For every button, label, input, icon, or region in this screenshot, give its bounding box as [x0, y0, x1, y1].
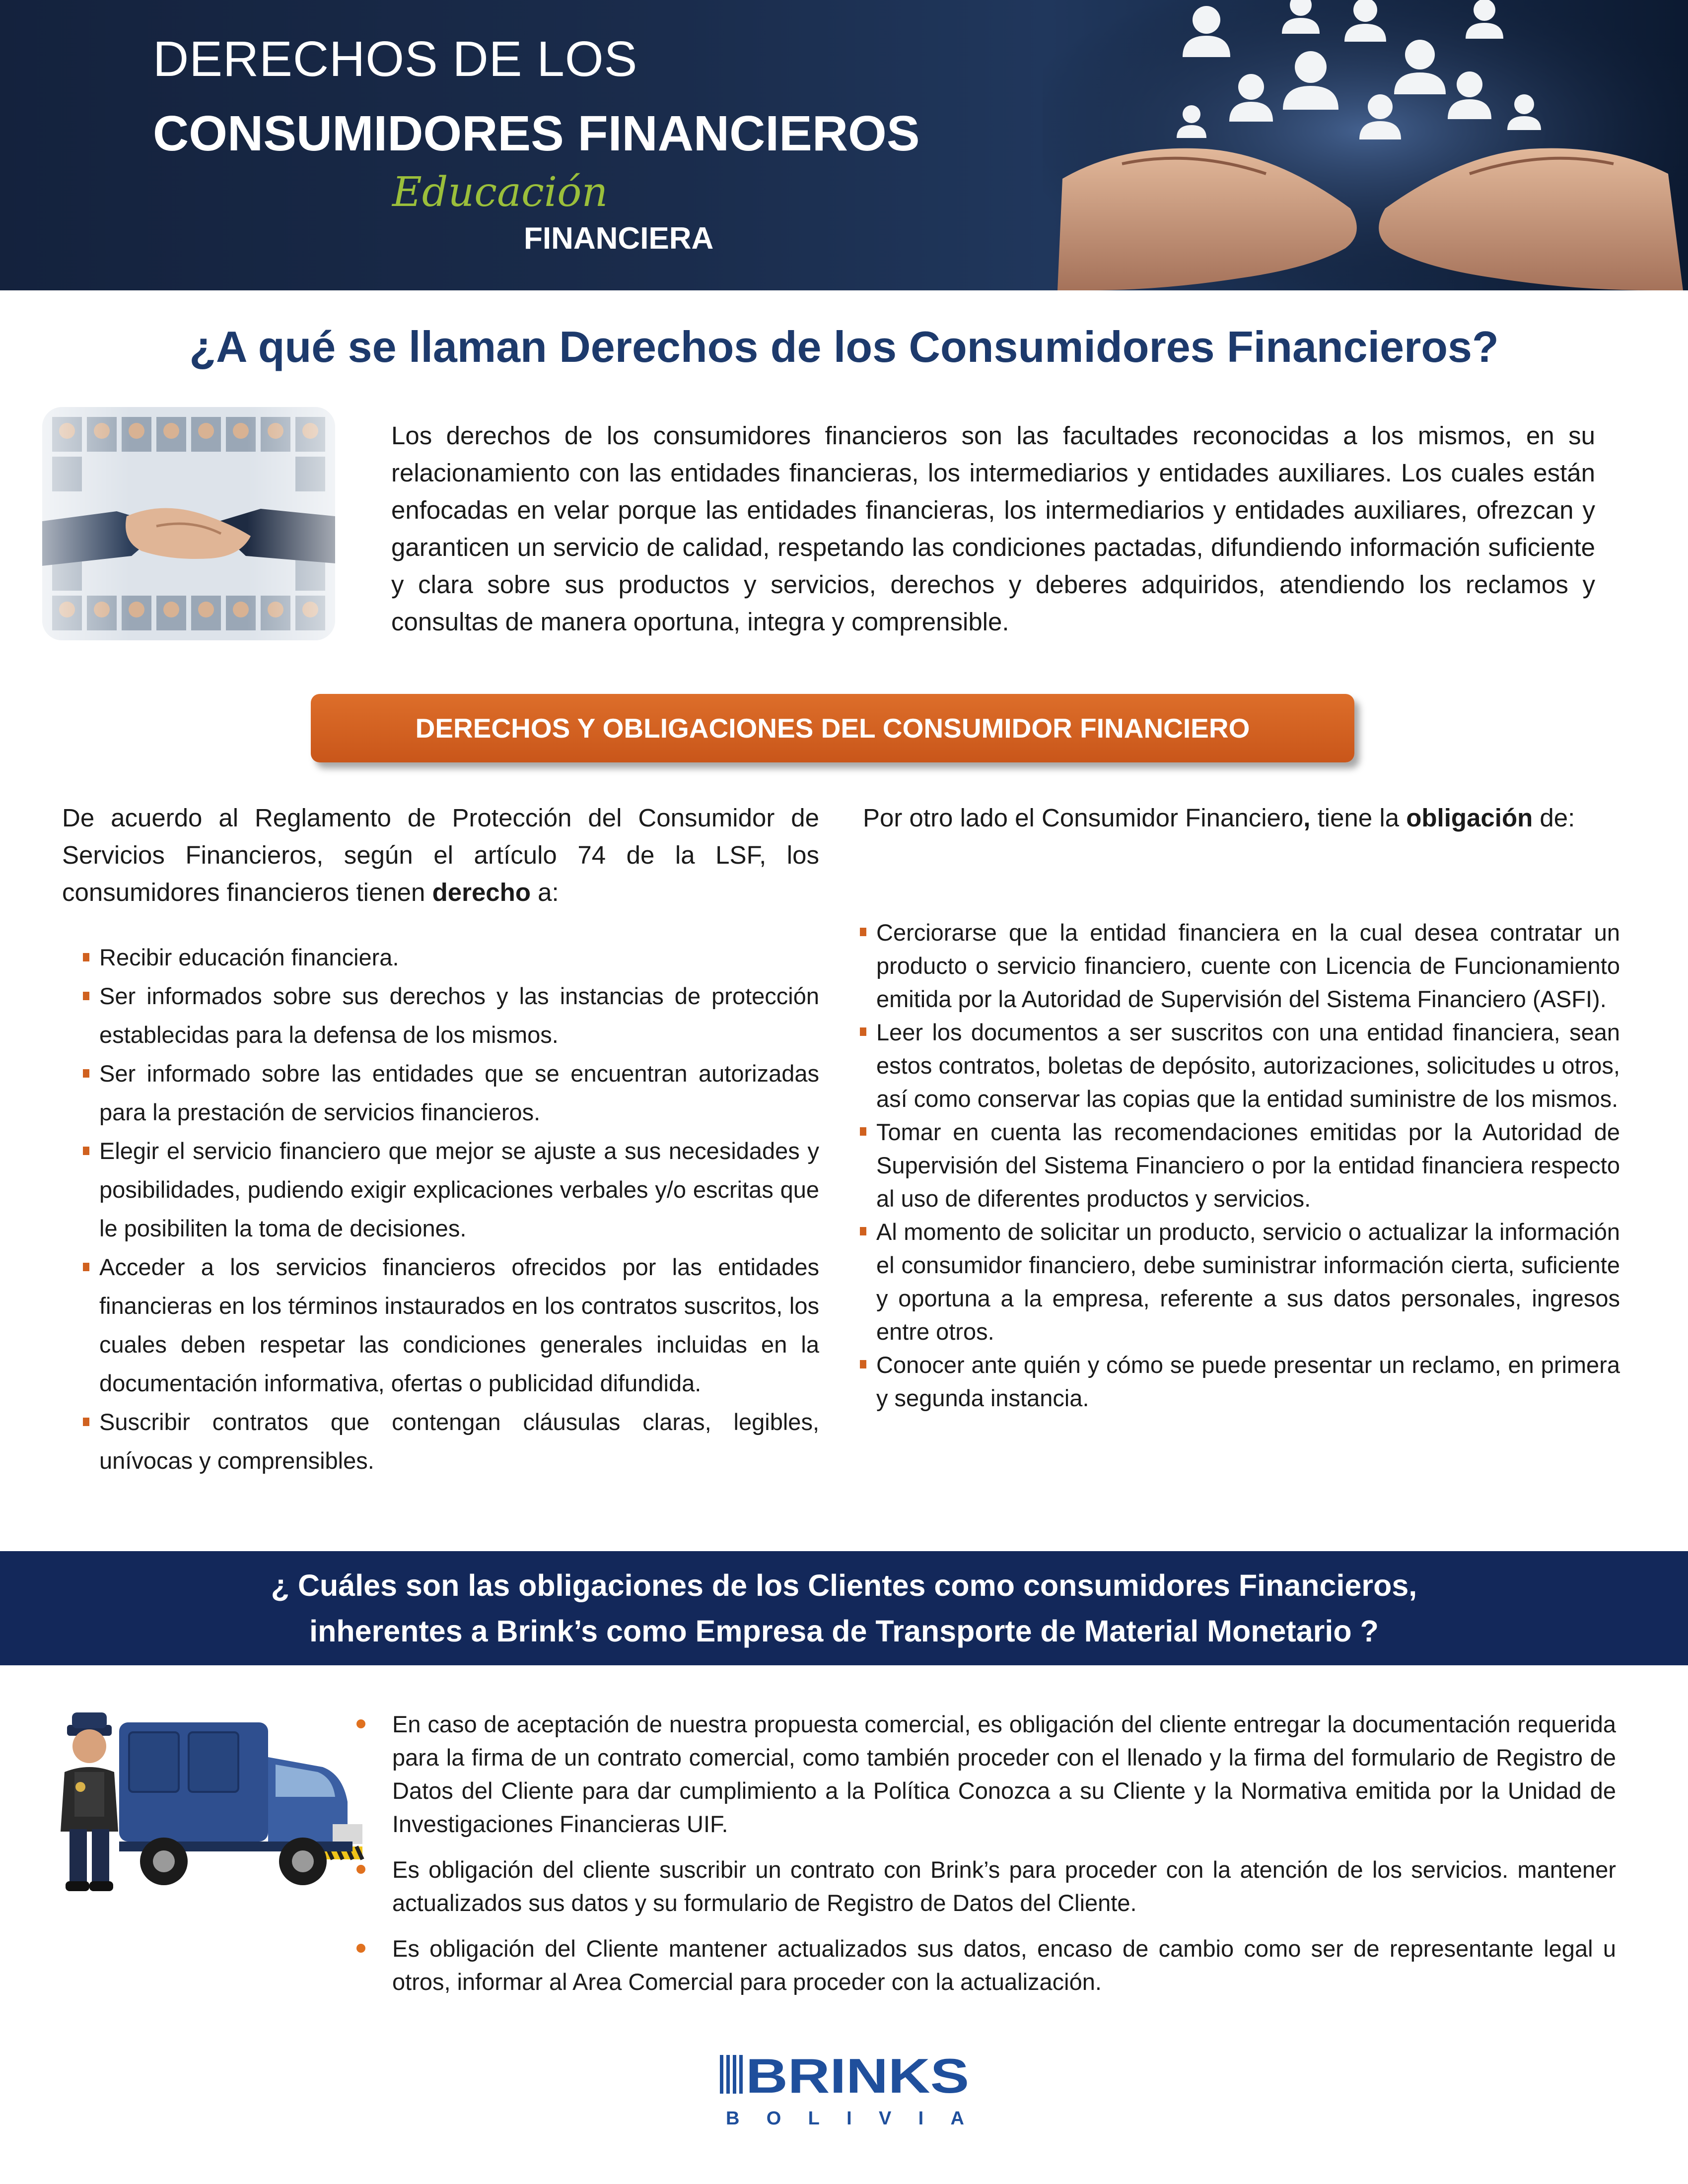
client-obligations-heading-line1: ¿ Cuáles son las obligaciones de los Clientes como consumidores Financieros, [271, 1569, 1417, 1602]
obligations-intro-mid: tiene la [1310, 804, 1407, 832]
obligations-intro [863, 799, 1620, 836]
client-obligations-heading-line2: inherentes a Brink’s como Empresa de Transporte de Material Monetario ? [309, 1614, 1379, 1648]
obligations-intro-text: Por otro lado el Consumidor Financiero [863, 804, 1304, 832]
section1-paragraph: Los derechos de los consumidores financieros son las facultades reconocidas a los mismos, en su relacionamiento con las entidades financieras, los intermediarios y entidades auxiliares. Los cuales están enfocadas en velar porque las entidades financieras, los intermediarios y entidades auxiliares, ofrezcan y garanticen un servicio de calidad, respetando las condiciones pactadas, difundiendo información suficiente y clara sobre sus productos y servicios, derechos y deberes adquiridos, atendiendo los reclamos y consultas de manera oportuna, integra y comprensible. [391, 421, 1595, 636]
list-item [62, 1132, 819, 1248]
guard-and-armored-truck-illustration [55, 1703, 372, 1901]
header-title-line2: CONSUMIDORES FINANCIEROS [153, 106, 920, 161]
client-obligations-heading-band [0, 1551, 1688, 1665]
rights-intro-text: De acuerdo al Reglamento de Protección del Consumidor de Servicios Financieros, según el artículo 74 de la LSF, los consumidores financieros tienen [62, 804, 819, 906]
list-item-text: Recibir educación financiera. [99, 944, 399, 970]
square-bullet-icon [860, 928, 866, 936]
logo-stripes-icon [720, 2055, 743, 2094]
list-item-text: Conocer ante quién y cómo se puede presentar un reclamo, en primera y segunda instancia. [876, 1352, 1620, 1411]
list-item [839, 916, 1620, 1016]
header-subtitle-bold: FINANCIERA [524, 221, 714, 256]
list-item [62, 1403, 819, 1480]
section1-question-heading: ¿A qué se llaman Derechos de los Consumidores Financieros? [189, 322, 1499, 371]
header-subtitle-script: Educación [392, 169, 608, 216]
square-bullet-icon [860, 1227, 866, 1235]
rights-intro-end: a: [530, 878, 559, 906]
client-obligations-list [348, 1707, 1616, 2011]
armored-truck [119, 1722, 362, 1885]
list-item-text: Cerciorarse que la entidad financiera en la cual desea contratar un producto o servicio financiero, cuente con Licencia de Funcionamiento emitida por la Autoridad de Supervisión del Sistema Financiero (ASFI). [876, 919, 1620, 1012]
square-bullet-icon [83, 1418, 89, 1426]
logo-country-text: BOLIVIA [726, 2108, 964, 2129]
rights-intro [62, 799, 819, 911]
square-bullet-icon [860, 1027, 866, 1036]
round-bullet-icon [356, 1944, 365, 1953]
square-bullet-icon [83, 992, 89, 1000]
square-bullet-icon [83, 1147, 89, 1155]
list-item [839, 1016, 1620, 1115]
handshake-crowd-image [42, 407, 335, 640]
header-banner [0, 0, 1688, 290]
list-item-text: Acceder a los servicios financieros ofrecidos por las entidades financieras en los términos instaurados en los contratos suscritos, los cuales deben respetar las condiciones generales incluidas en la documentación informativa, ofertas o publicidad difundida. [99, 1254, 819, 1396]
rights-obligations-banner-label: DERECHOS Y OBLIGACIONES DEL CONSUMIDOR FINANCIERO [415, 713, 1250, 744]
obligations-list [839, 916, 1620, 1415]
rights-intro-bold: derecho [432, 878, 531, 906]
rights-obligations-banner [311, 694, 1354, 762]
list-item [839, 1115, 1620, 1215]
list-item [62, 977, 819, 1054]
square-bullet-icon [83, 1263, 89, 1271]
list-item-text: Elegir el servicio financiero que mejor se ajuste a sus necesidades y posibilidades, pudiendo exigir explicaciones verbales y/o escritas que le posibiliten la toma de decisiones. [99, 1138, 819, 1241]
header-title-line1: DERECHOS DE LOS [153, 31, 638, 87]
list-item-text: En caso de aceptación de nuestra propuesta comercial, es obligación del cliente entregar la documentación requerida para la firma de un contrato comercial, como también proceder con el llenado y la firma del formulario de Registro de Datos del Cliente para dar cumplimiento a la Política Conozca a su Cliente y la Normativa emitida por la Unidad de Investigaciones Financieras UIF. [392, 1711, 1616, 1837]
list-item-text: Es obligación del cliente suscribir un contrato con Brink’s para proceder con la atención de los servicios. mantener actualizados sus datos y su formulario de Registro de Datos del Cliente. [392, 1856, 1616, 1916]
list-item [348, 1707, 1616, 1841]
list-item [839, 1215, 1620, 1348]
list-item [348, 1853, 1616, 1919]
list-item [62, 1054, 819, 1132]
logo-brand-text: BRINKS [746, 2050, 969, 2103]
obligations-intro-bold: obligación [1406, 804, 1533, 832]
list-item [62, 1248, 819, 1403]
list-item-text: Ser informado sobre las entidades que se encuentran autorizadas para la prestación de servicios financieros. [99, 1060, 819, 1125]
square-bullet-icon [860, 1127, 866, 1136]
security-guard [61, 1712, 118, 1891]
list-item-text: Tomar en cuenta las recomendaciones emitidas por la Autoridad de Supervisión del Sistema Financiero o por la entidad financiera respecto al uso de diferentes productos y servicios. [876, 1119, 1620, 1212]
list-item-text: Suscribir contratos que contengan cláusulas claras, legibles, unívocas y comprensibles. [99, 1409, 819, 1474]
list-item [348, 1932, 1616, 1998]
round-bullet-icon [356, 1719, 365, 1728]
brinks-logo [720, 2050, 973, 2129]
list-item-text: Leer los documentos a ser suscritos con una entidad financiera, sean estos contratos, boletas de depósito, autorizaciones, solicitudes u otros, así como conservar las copias que la entidad suministre de los mismos. [876, 1019, 1620, 1112]
round-bullet-icon [356, 1865, 365, 1874]
square-bullet-icon [860, 1360, 866, 1368]
list-item [839, 1348, 1620, 1415]
obligations-intro-end: de: [1533, 804, 1575, 832]
rights-list [62, 938, 819, 1480]
square-bullet-icon [83, 1069, 89, 1078]
obligations-intro-comma: , [1303, 804, 1311, 832]
list-item-text: Ser informados sobre sus derechos y las instancias de protección establecidas para la defensa de los mismos. [99, 983, 819, 1048]
square-bullet-icon [83, 953, 89, 961]
list-item-text: Es obligación del Cliente mantener actualizados sus datos, encaso de cambio como ser de representante legal u otros, informar al Area Comercial para proceder con la actualización. [392, 1935, 1616, 1995]
list-item [62, 938, 819, 977]
list-item-text: Al momento de solicitar un producto, servicio o actualizar la información el consumidor financiero, debe suministrar información cierta, suficiente y oportuna a la empresa, referente a sus datos personales, ingresos entre otros. [876, 1219, 1620, 1345]
hands-holding-people-image [1043, 0, 1688, 290]
